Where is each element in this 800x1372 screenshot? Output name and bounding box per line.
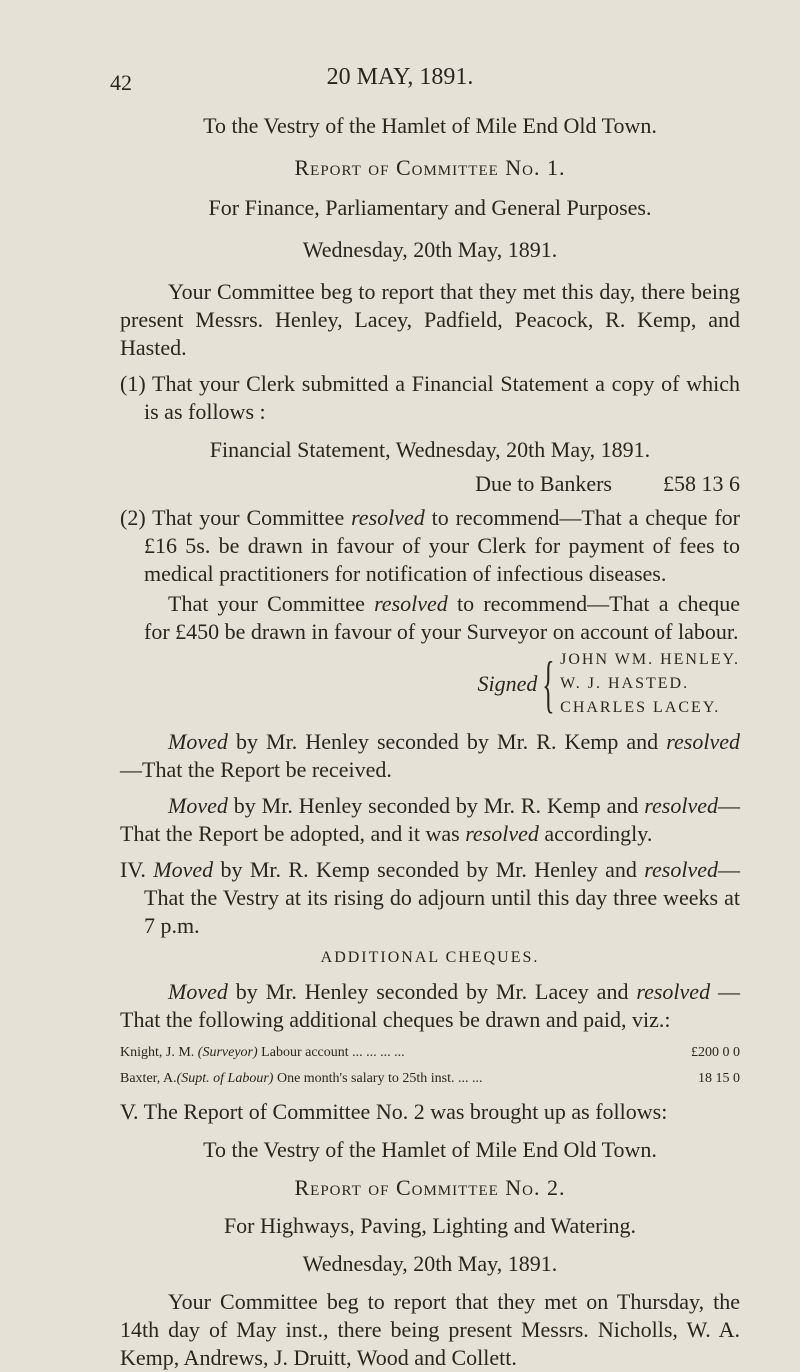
financial-statement-heading: Financial Statement, Wednesday, 20th May, 1891. xyxy=(209,437,651,462)
report-1-item-2: (2) That your Committee resolved to recommend—That a cheque for £16 5s. be drawn in favour of your Clerk for payment of fees to medical practitioners for notification of infectious diseases. xyxy=(120,505,741,586)
report-1-title: Report of Committee No. 1. xyxy=(294,155,566,180)
signed-label: Signed xyxy=(477,671,538,696)
cheque-row: Knight, J. M. (Surveyor) Labour account ... ... ... ... £200 0 0 xyxy=(120,1040,740,1066)
report-1-intro: Your Committee beg to report that they met this day, there being present Messrs. Henley, Lacey, Padfield, Peacock, R. Kemp, and Hasted. xyxy=(120,279,740,360)
signer-name: W. J. HASTED. xyxy=(560,675,690,692)
report-2-addressee: To the Vestry of the Hamlet of Mile End Old Town. xyxy=(203,1137,657,1162)
signatures-block xyxy=(120,648,740,720)
due-label: Due to Bankers xyxy=(475,471,612,496)
additional-cheques-heading: ADDITIONAL CHEQUES. xyxy=(320,949,540,966)
report-1-item-1: (1) That your Clerk submitted a Financial Statement a copy of which is as follows : xyxy=(120,371,740,424)
report-1-addressee: To the Vestry of the Hamlet of Mile End Old Town. xyxy=(203,113,657,138)
report-2-intro: Your Committee beg to report that they met on Thursday, the 14th day of May inst., there being present Messrs. Nicholls, W. A. Kemp, Andrews, J. Druitt, Wood and Collett. xyxy=(120,1289,740,1370)
signer-name: CHARLES LACEY. xyxy=(560,699,721,716)
signer-list xyxy=(560,648,740,720)
report-1 xyxy=(120,112,740,1372)
report-1-date: Wednesday, 20th May, 1891. xyxy=(302,237,558,262)
due-to-bankers-line xyxy=(120,470,740,498)
report-2-date: Wednesday, 20th May, 1891. xyxy=(302,1251,558,1276)
running-head: 20 MAY, 1891. xyxy=(326,64,474,90)
report-2-title: Report of Committee No. 2. xyxy=(294,1175,566,1200)
page-number: 42 xyxy=(110,70,132,95)
report-1-item-3: That your Committee resolved to recommend—That a cheque for £450 be drawn in favour of your Surveyor on account of labour. xyxy=(144,591,740,644)
cheque-row: Baxter, A.(Supt. of Labour) One month's salary to 25th inst. ... ... 18 15 0 xyxy=(120,1066,740,1092)
motion-additional-cheques: Moved by Mr. Henley seconded by Mr. Lacey and resolved —That the following additional cheques be drawn and paid, viz.: xyxy=(120,979,740,1032)
due-amount: £58 13 6 xyxy=(663,471,740,496)
cheque-amount: £200 0 0 xyxy=(691,1045,740,1060)
report-2-intro-line: V. The Report of Committee No. 2 was brought up as follows: xyxy=(120,1099,668,1124)
signer-name: JOHN WM. HENLEY. xyxy=(560,651,740,668)
motion-adopted: Moved by Mr. Henley seconded by Mr. R. Kemp and resolved—That the Report be adopted, and it was resolved accordingly. xyxy=(120,793,740,846)
cheque-amount: 18 15 0 xyxy=(698,1071,740,1086)
motion-received: Moved by Mr. Henley seconded by Mr. R. Kemp and resolved —That the Report be received. xyxy=(120,729,740,782)
report-1-subtitle: For Finance, Parliamentary and General Purposes. xyxy=(208,195,652,220)
report-2-subtitle: For Highways, Paving, Lighting and Watering. xyxy=(223,1213,637,1238)
cheques-list xyxy=(120,1040,740,1092)
brace-icon: { xyxy=(542,648,555,719)
motion-adjourn: IV. Moved by Mr. R. Kemp seconded by Mr. Henley and resolved—That the Vestry at its rising do adjourn until this day three weeks at 7 p.m. xyxy=(120,857,741,938)
